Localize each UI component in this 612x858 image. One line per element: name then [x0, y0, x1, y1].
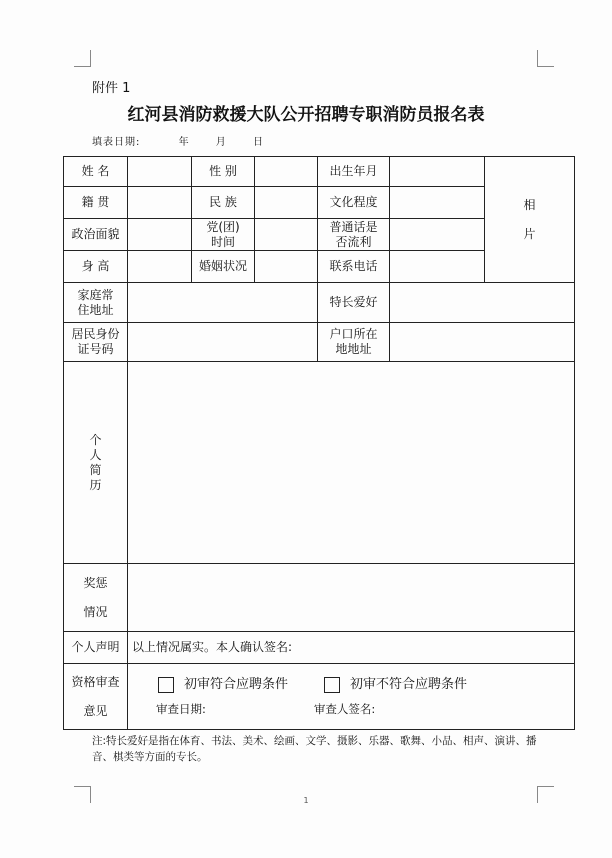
birth-field[interactable]	[390, 157, 485, 187]
hukou-label-1: 户口所在	[329, 327, 378, 341]
reviewer-signature-label: 审查人签名:	[313, 702, 376, 716]
footnote: 注:特长爱好是指在体育、书法、美术、绘画、文学、摄影、乐器、歌舞、小品、相声、演讲、播音、棋类等方面的专长。	[92, 735, 537, 763]
awards-label-1: 奖惩	[83, 575, 108, 590]
registration-form-table	[63, 156, 575, 730]
awards-field[interactable]	[128, 564, 575, 632]
month-label: 月	[215, 137, 227, 148]
review-opinion-cell	[128, 664, 575, 730]
name-label: 姓 名	[64, 157, 128, 187]
native-place-field[interactable]	[128, 187, 192, 219]
phone-field[interactable]	[390, 251, 485, 283]
native-place-label: 籍 贯	[64, 187, 128, 219]
hukou-label	[318, 323, 390, 362]
declaration-label: 个人声明	[64, 632, 128, 664]
mandarin-label	[318, 219, 390, 251]
height-field[interactable]	[128, 251, 192, 283]
party-time-field[interactable]	[255, 219, 318, 251]
marital-status-label: 婚姻状况	[192, 251, 255, 283]
pass-option-label: 初审符合应聘条件	[184, 677, 289, 692]
attachment-label: 附件 1	[92, 81, 131, 96]
hobby-label: 特长爱好	[318, 283, 390, 323]
awards-label	[64, 564, 128, 632]
mandarin-label-2: 否流利	[335, 234, 372, 249]
party-time-label-2: 时间	[210, 234, 235, 249]
name-field[interactable]	[128, 157, 192, 187]
home-address-label-2: 住地址	[77, 302, 114, 317]
review-label-2: 意见	[83, 703, 108, 718]
fail-checkbox[interactable]	[324, 677, 340, 693]
review-options	[128, 672, 574, 698]
review-label-1: 资格审查	[71, 674, 120, 689]
resume-label-char: 人	[89, 447, 102, 462]
resume-label	[64, 362, 128, 564]
corner-mark-top-left	[74, 50, 91, 67]
corner-mark-top-right	[537, 50, 554, 67]
review-sign-line	[128, 698, 574, 722]
day-label: 日	[252, 137, 264, 148]
political-status-label: 政治面貌	[64, 219, 128, 251]
ethnicity-label: 民 族	[192, 187, 255, 219]
birth-label: 出生年月	[318, 157, 390, 187]
home-address-label	[64, 283, 128, 323]
party-time-label	[192, 219, 255, 251]
declaration-text[interactable]: 以上情况属实。本人确认签名:	[128, 632, 575, 664]
mandarin-label-1: 普通话是	[329, 219, 378, 234]
id-number-label-1: 居民身份	[71, 327, 120, 341]
resume-label-char: 历	[89, 477, 102, 492]
fail-option-label: 初审不符合应聘条件	[350, 677, 468, 692]
resume-field[interactable]	[128, 362, 575, 564]
ethnicity-field[interactable]	[255, 187, 318, 219]
year-label: 年	[178, 137, 190, 148]
fill-date-label: 填表日期:	[92, 137, 141, 148]
political-status-field[interactable]	[128, 219, 192, 251]
photo-box[interactable]	[485, 157, 575, 283]
party-time-label-1: 党(团)	[206, 219, 240, 234]
home-address-label-1: 家庭常	[77, 287, 114, 302]
gender-label: 性 别	[192, 157, 255, 187]
fill-date	[92, 133, 264, 148]
id-number-label	[64, 323, 128, 362]
id-number-label-2: 证号码	[77, 342, 114, 356]
mandarin-field[interactable]	[390, 219, 485, 251]
resume-label-char: 简	[89, 462, 102, 477]
marital-status-field[interactable]	[255, 251, 318, 283]
hukou-field[interactable]	[390, 323, 575, 362]
page-title: 红河县消防救援大队公开招聘专职消防员报名表	[127, 105, 485, 125]
awards-label-2: 情况	[83, 604, 108, 619]
id-number-field[interactable]	[128, 323, 318, 362]
pass-checkbox[interactable]	[158, 677, 174, 693]
hobby-field[interactable]	[390, 283, 575, 323]
review-label	[64, 664, 128, 730]
hukou-label-2: 地地址	[335, 342, 372, 356]
resume-label-char: 个	[89, 432, 102, 447]
education-field[interactable]	[390, 187, 485, 219]
photo-label-2: 片	[523, 226, 536, 241]
education-label: 文化程度	[318, 187, 390, 219]
review-date-label: 审查日期:	[156, 702, 206, 716]
height-label: 身 高	[64, 251, 128, 283]
photo-label-1: 相	[523, 197, 536, 212]
page-number: 1	[303, 796, 309, 805]
home-address-field[interactable]	[128, 283, 318, 323]
gender-field[interactable]	[255, 157, 318, 187]
phone-label: 联系电话	[318, 251, 390, 283]
